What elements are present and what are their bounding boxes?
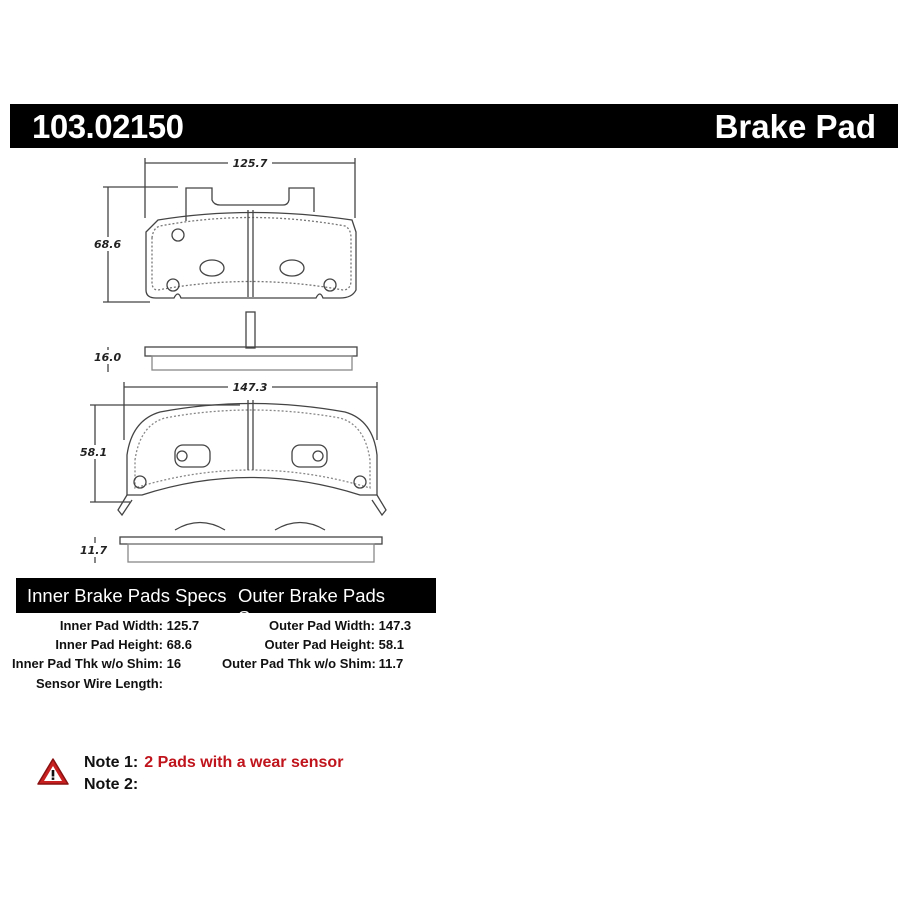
inner-thickness-label: 16.0 <box>94 351 122 364</box>
note-1-text: 2 Pads with a wear sensor <box>144 754 344 771</box>
outer-width-label: 147.3 <box>232 381 268 394</box>
warning-icon <box>36 757 70 787</box>
title-bar <box>10 104 898 148</box>
inner-width-label: 125.7 <box>232 157 268 170</box>
spec-row: Outer Pad Thk w/o Shim: 11.7 <box>222 656 404 671</box>
brake-pad-drawing <box>0 150 910 575</box>
inner-pad-side <box>90 312 357 372</box>
spec-row: Outer Pad Width: 147.3 <box>268 618 412 633</box>
outer-thickness-label: 11.7 <box>80 544 108 557</box>
part-number: 103.02150 <box>32 108 184 145</box>
product-type: Brake Pad <box>714 108 876 145</box>
note-2: Note 2: <box>84 776 139 793</box>
spec-row: Outer Pad Height: 58.1 <box>264 637 404 652</box>
inner-pad-face <box>146 188 356 298</box>
spec-row: Sensor Wire Length: <box>35 676 163 691</box>
inner-height-label: 68.6 <box>94 238 122 251</box>
inner-height-dimension <box>90 187 178 302</box>
outer-pad-side <box>78 523 382 564</box>
notes <box>84 754 343 798</box>
spec-row: Inner Pad Width: 125.7 <box>59 618 200 633</box>
outer-specs-title: Outer Brake Pads Specs <box>238 585 386 628</box>
outer-height-label: 58.1 <box>80 446 108 459</box>
inner-specs-title: Inner Brake Pads Specs <box>27 585 227 606</box>
spec-row: Inner Pad Thk w/o Shim: 16 <box>12 656 182 671</box>
note-1: Note 1: 2 Pads with a wear sensor <box>84 754 344 771</box>
outer-pad-face <box>118 400 386 515</box>
spec-row: Inner Pad Height: 68.6 <box>55 637 192 652</box>
